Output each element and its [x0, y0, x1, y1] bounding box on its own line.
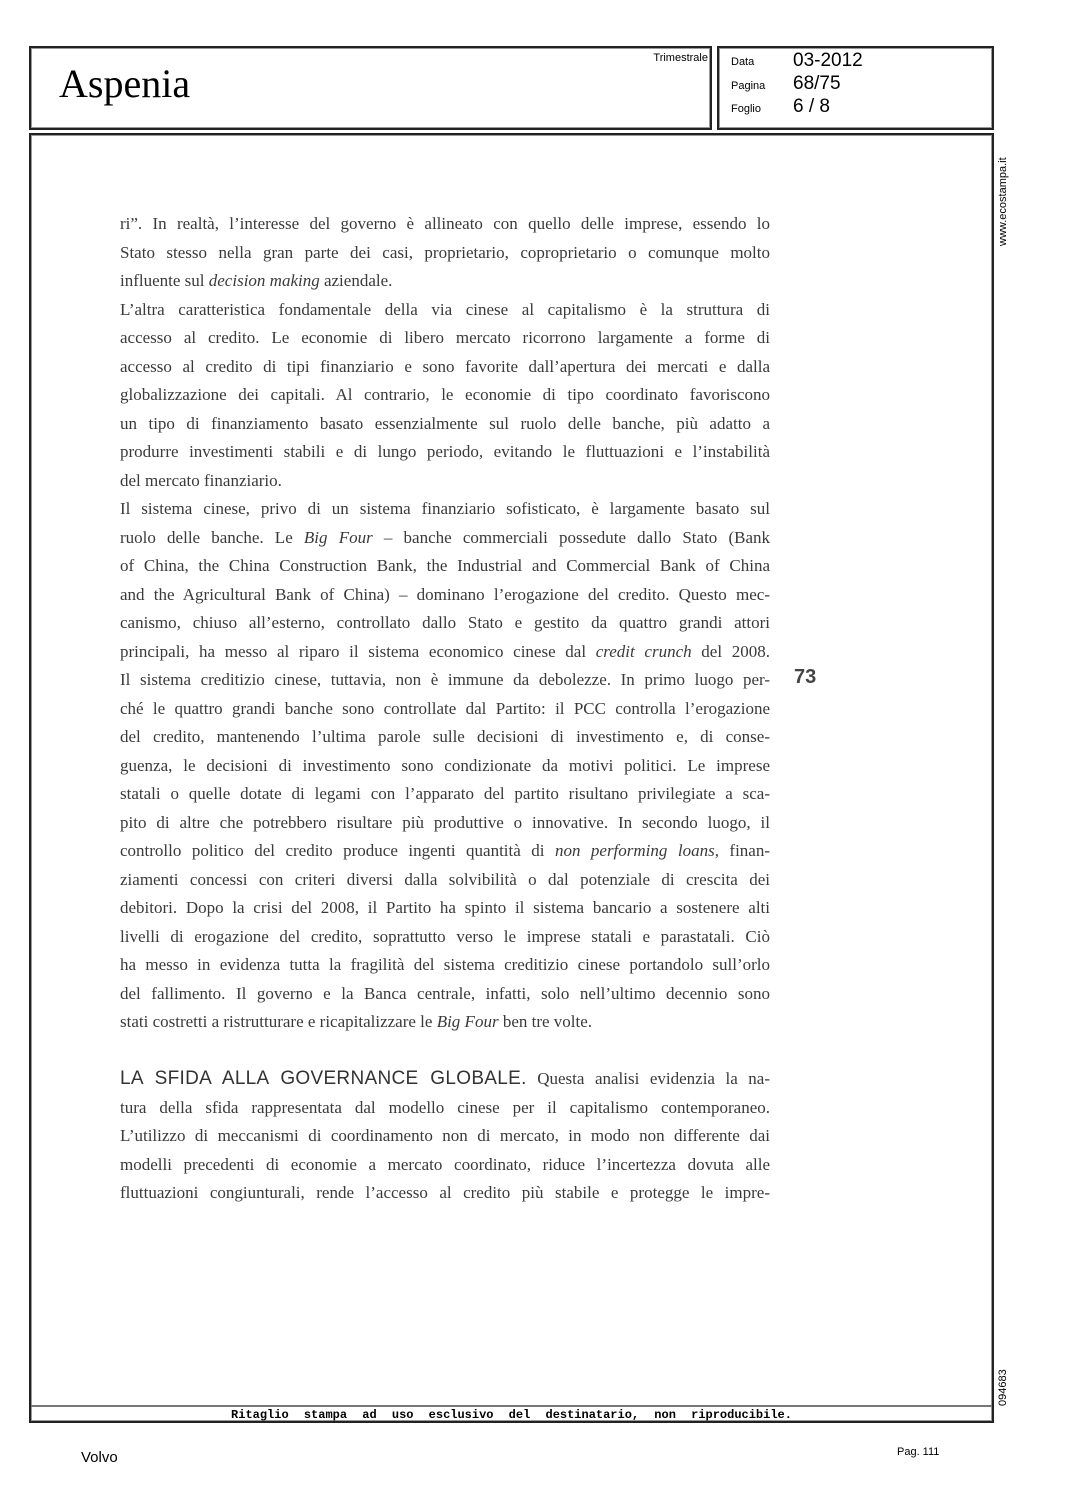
client-name: Volvo [81, 1449, 118, 1466]
text-segment: , finan- [714, 841, 771, 860]
text-segment: modelli precedenti di economie a mercato coordinato, riduce l’incertezza dovuta alle [120, 1154, 770, 1174]
magazine-page-number: 73 [794, 666, 817, 688]
clipping-page-number: Pag. 111 [897, 1446, 940, 1458]
text-segment: of China, the China Construction Bank, the Industrial and Commercial Bank of China [120, 556, 770, 575]
text-segment: debitori. Dopo la crisi del 2008, il Partito ha spinto il sistema bancario a sostenere alti [120, 898, 770, 917]
text-segment: L’altra caratteristica fondamentale della via cinese al capitalismo è la struttura di [120, 299, 770, 319]
text-segment: del fallimento. Il governo e la Banca centrale, infatti, solo nell’ultimo decennio sono [120, 983, 770, 1003]
page-value: 68/75 [793, 73, 841, 94]
text-line [120, 239, 770, 268]
text-segment: Questa analisi evidenzia la na- [526, 1069, 770, 1088]
text-segment: del credito, mantenendo l’ultima parole sulle decisioni di investimento e, di conse- [120, 727, 770, 746]
text-line [120, 410, 770, 439]
italic-text: credit crunch [595, 641, 692, 661]
text-line [120, 752, 770, 781]
italic-text: non performing loans [554, 841, 715, 860]
text-line [120, 638, 770, 667]
page-label: Pagina [731, 80, 766, 92]
text-segment: globalizzazione dei capitali. Al contrario, le economie di tipo coordinato favoriscono [120, 385, 770, 404]
text-segment: Stato stesso nella gran parte dei casi, proprietario, coproprietario o comunque molto [120, 242, 770, 262]
text-segment: del 2008. [691, 641, 770, 661]
text-line [120, 809, 770, 838]
text-segment: Il sistema creditizio cinese, tuttavia, non è immune da debolezze. In primo luogo per- [120, 670, 770, 689]
text-line [120, 695, 770, 724]
header-publication-box [29, 46, 712, 130]
text-segment: stati costretti a ristrutturare e ricapitalizzare le [120, 1012, 437, 1031]
italic-text: Big Four [303, 527, 373, 547]
italic-text: Big Four [436, 1012, 499, 1031]
text-segment: Il sistema cinese, privo di un sistema finanziario sofisticato, è largamente basato sul [120, 499, 770, 518]
text-segment: aziendale. [319, 271, 393, 290]
publication-frequency: Trimestrale [653, 52, 708, 64]
text-line [120, 524, 770, 553]
text-segment: produrre investimenti stabili e di lungo periodo, evitando le fluttuazioni e l’instabilità [120, 442, 770, 461]
text-line [120, 324, 770, 353]
text-line [120, 1122, 770, 1151]
date-value: 03-2012 [793, 50, 863, 71]
text-line [120, 666, 770, 695]
text-line [120, 1008, 770, 1037]
text-line [120, 1065, 770, 1094]
text-segment: ha messo in evidenza tutta la fragilità del sistema creditizio cinese portandolo sull’orlo [120, 955, 770, 974]
text-segment: and the Agricultural Bank of China) – dominano l’erogazione del credito. Questo mec- [120, 584, 770, 604]
text-line [120, 353, 770, 382]
text-segment: ruolo delle banche. Le [120, 527, 304, 547]
website-watermark: www.ecostampa.it [997, 157, 1009, 246]
text-segment: tura della sfida rappresentata dal modello cinese per il capitalismo contemporaneo. [120, 1097, 770, 1117]
text-line [120, 723, 770, 752]
text-line [120, 438, 770, 467]
text-line [120, 951, 770, 980]
text-segment: controllo politico del credito produce ingenti quantità di [120, 841, 555, 860]
text-line [120, 837, 770, 866]
header-meta-box [717, 46, 994, 130]
text-line [120, 381, 770, 410]
text-segment: accesso al credito. Le economie di libero mercato ricorrono largamente a forme di [120, 328, 770, 347]
text-segment: ziamenti concessi con criteri diversi dalla solvibilità o dal potenziale di crescita dei [120, 869, 770, 889]
sheet-label: Foglio [731, 103, 761, 115]
text-line [120, 552, 770, 581]
text-segment: un tipo di finanziamento basato essenzialmente sul ruolo delle banche, più adatto a [120, 413, 770, 433]
text-line [120, 1094, 770, 1123]
sheet-value: 6 / 8 [793, 96, 830, 117]
text-line [120, 894, 770, 923]
text-segment: ché le quattro grandi banche sono controllate dal Partito: il PCC controlla l’erogazione [120, 698, 770, 718]
text-segment: principali, ha messo al riparo il sistema economico cinese dal [120, 641, 596, 661]
section-heading: LA SFIDA ALLA GOVERNANCE GLOBALE. [120, 1068, 527, 1089]
text-segment: statali o quelle dotate di legami con l’apparato del partito risultano privilegiate a sca- [120, 784, 770, 803]
text-segment: livelli di erogazione del credito, soprattutto verso le imprese statali e parastatali. Ciò [120, 926, 770, 946]
section-gap [120, 1037, 770, 1066]
article-body [120, 210, 770, 1208]
text-line [120, 296, 770, 325]
footer-divider [31, 1405, 992, 1407]
text-line [120, 267, 770, 296]
text-line [120, 210, 770, 239]
text-line [120, 866, 770, 895]
text-segment: – banche commerciali possedute dallo Stato (Bank [372, 527, 771, 547]
text-segment: influente sul [120, 271, 209, 290]
text-segment: ri”. In realtà, l’interesse del governo è allineato con quello delle imprese, essendo lo [120, 214, 770, 233]
italic-text: decision making [208, 271, 320, 290]
text-segment: L’utilizzo di meccanismi di coordinamento non di mercato, in modo non differente dai [120, 1126, 770, 1145]
text-line [120, 467, 770, 496]
text-segment: ben tre volte. [498, 1012, 593, 1031]
date-label: Data [731, 56, 755, 68]
text-segment: fluttuazioni congiunturali, rende l’accesso al credito più stabile e protegge le impre- [120, 1183, 770, 1202]
text-line [120, 1179, 770, 1208]
text-line [120, 923, 770, 952]
publication-name: Aspenia [59, 61, 191, 106]
text-line [120, 495, 770, 524]
reproduction-notice: Ritaglio stampa ad uso esclusivo del destinatario, non riproducibile. [231, 1408, 792, 1422]
text-line [120, 980, 770, 1009]
text-line [120, 1151, 770, 1180]
text-segment: guenza, le decisioni di investimento sono condizionate da motivi politici. Le imprese [120, 755, 770, 775]
clipping-code: 094683 [997, 1369, 1009, 1406]
text-segment: canismo, chiuso all’esterno, controllato dallo Stato e gestito da quattro grandi attori [120, 613, 770, 632]
text-line [120, 581, 770, 610]
text-line [120, 609, 770, 638]
text-segment: pito di altre che potrebbero risultare più produttive o innovative. In secondo luogo, il [120, 812, 770, 832]
text-segment: del mercato finanziario. [120, 470, 282, 490]
text-line [120, 780, 770, 809]
text-segment: accesso al credito di tipi finanziario e sono favorite dall’apertura dei mercati e dalla [120, 356, 770, 376]
